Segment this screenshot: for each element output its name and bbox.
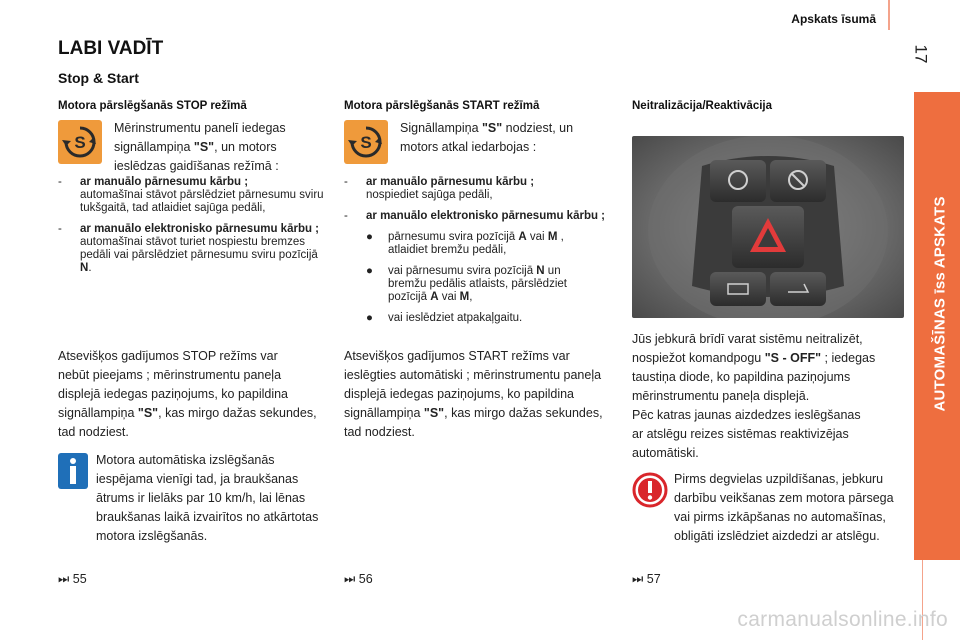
fast-forward-icon: ⏭ — [58, 572, 70, 586]
col1-info-note: Motora automātiska izslēgšanās iespējama vienīgi tad, ja braukšanas ātrums ir lielāks par 10 km/h, lai lēnas braukšanas laikā izvairītos no atkārtotas motora izslēgšanās. — [96, 453, 319, 543]
col1-list — [58, 176, 330, 275]
col1-intro: Mērinstrumentu panelī iedegas signāllampiņa "S", un motors ieslēdzas gaidīšanas režīmā : — [114, 121, 286, 173]
list-item: - ar manuālo elektronisko pārnesumu kārbu ; automašīnai stāvot turiet nospiestu bremzes pedāli vai pārslēdziet pārnesumu sviru pozīcijā N. — [58, 223, 320, 274]
list-item: ● pārnesumu svira pozīcijā A vai M , atlaidiet bremžu pedāli, — [366, 231, 564, 256]
chapter-side-label: AUTOMAŠĪNAS īss APSKATS — [931, 196, 949, 412]
page-subtitle: Stop & Start — [58, 70, 139, 86]
col3-heading: Neitralizācija/Reaktivācija — [632, 100, 772, 112]
col1-note: Atsevišķos gadījumos STOP režīms var nebūt pieejams ; mērinstrumentu paneļa displejā iedegas paziņojums, ko papildina signāllampiņa "S", kas mirgo dažas sekundes, tad nodziest. — [58, 349, 317, 439]
switch-panel-photo — [632, 136, 904, 318]
col1-heading: Motora pārslēgšanās STOP režīmā — [58, 100, 247, 112]
col2-heading: Motora pārslēgšanās START režīmā — [344, 100, 540, 112]
col2-intro: Signāllampiņa "S" nodziest, un motors atkal iedarbojas : — [400, 121, 574, 154]
page-title: LABI VADĪT — [58, 38, 164, 59]
header-divider — [888, 0, 890, 30]
page-ref-55[interactable]: ⏭ 55 — [58, 572, 87, 586]
list-item: - ar manuālo pārnesumu kārbu ; nospiediet sajūga pedāli, — [344, 176, 535, 201]
list-item: - ar manuālo pārnesumu kārbu ; automašīnai stāvot pārslēdziet pārnesumu sviru tukšgaitā, tad atlaidiet sajūga pedāli, — [58, 176, 324, 214]
stop-start-indicator-icon — [58, 120, 102, 164]
fast-forward-icon: ⏭ — [632, 572, 644, 586]
list-item: ● vai ieslēdziet atpakaļgaitu. — [366, 312, 523, 324]
stop-start-indicator-icon — [344, 120, 388, 164]
watermark: carmanualsonline.info — [737, 608, 948, 631]
page-number: 17 — [911, 44, 931, 64]
col2-note: Atsevišķos gadījumos START režīms var ieslēgties automātiski ; mērinstrumentu paneļa displejā iedegas paziņojums, ko papildina signāllampiņa "S", kas mirgo dažas sekundes, tad nodziest. — [344, 349, 603, 439]
col2-list — [344, 176, 616, 325]
col3-warning-note: Pirms degvielas uzpildīšanas, jebkuru darbību veikšanas zem motora pārsega vai pirms izkāpšanas no automašīnas, obligāti izslēdziet aizdedzi ar atslēgu. — [674, 472, 894, 543]
page-ref-57[interactable]: ⏭ 57 — [632, 572, 661, 586]
warning-icon — [632, 472, 668, 508]
page-ref-56[interactable]: ⏭ 56 — [344, 572, 373, 586]
col3-text: Jūs jebkurā brīdī varat sistēmu neitralizēt, nospiežot komandpogu "S - OFF" ; iedegas taustiņa diode, ko papildina paziņojums mērinstrumentu paneļa displejā. Pēc katras jaunas aizdedzes ieslēgšanas ar atslēgu reizes sistēmas reaktivizējas automātiski. — [632, 332, 876, 460]
svg-text:S: S — [360, 133, 372, 152]
section-header: Apskats īsumā — [791, 12, 876, 26]
fast-forward-icon: ⏭ — [344, 572, 356, 586]
info-icon — [58, 453, 88, 489]
list-item: ● vai pārnesumu svira pozīcijā N un bremžu pedālis atlaists, pārslēdziet pozīcijā A vai M, — [366, 265, 567, 303]
list-item: - ar manuālo elektronisko pārnesumu kārbu ; — [344, 210, 606, 222]
svg-text:S: S — [74, 133, 86, 152]
